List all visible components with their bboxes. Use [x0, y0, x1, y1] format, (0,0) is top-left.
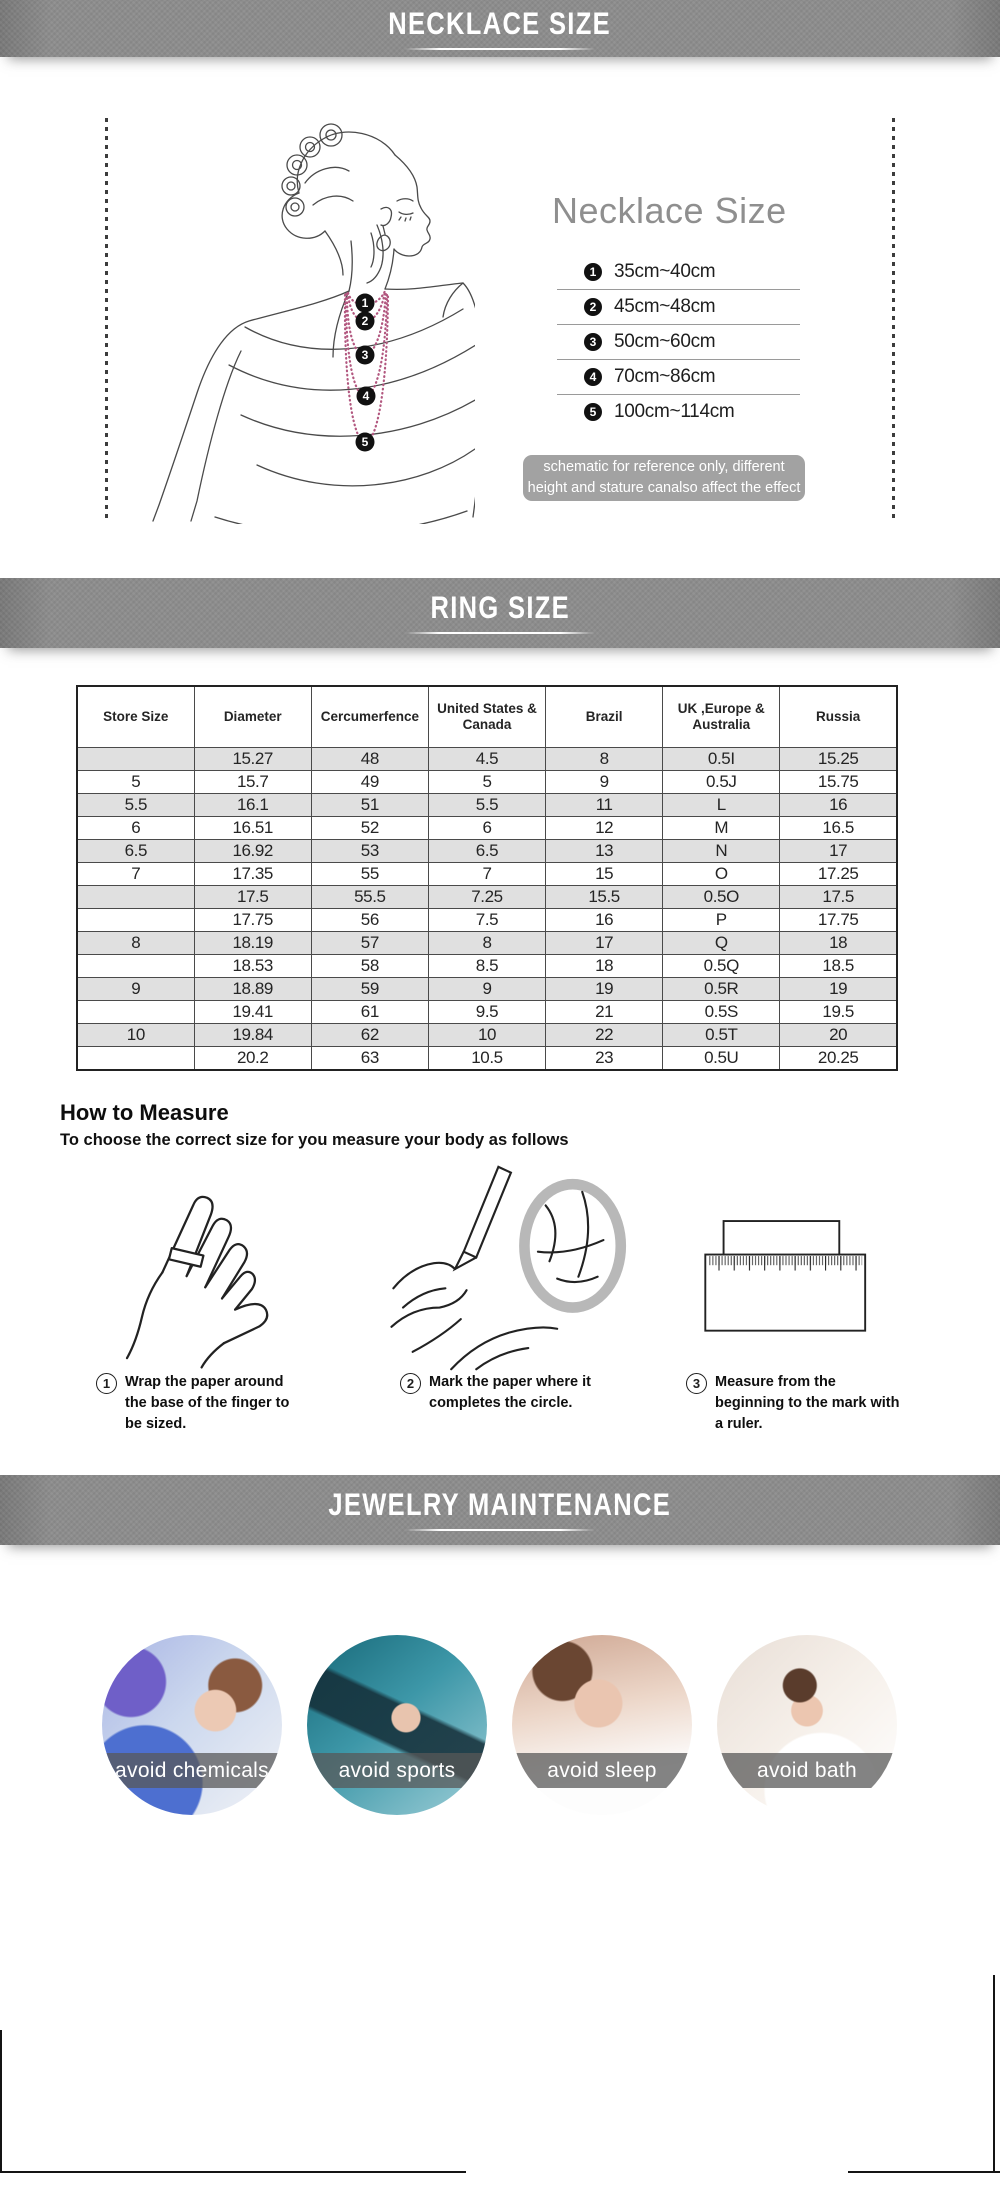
- table-cell: 10.5: [428, 1047, 545, 1071]
- table-cell: P: [663, 909, 780, 932]
- table-row: [77, 955, 897, 978]
- table-cell: 20.25: [780, 1047, 897, 1071]
- note-line-2: height and stature canalso affect the effect: [527, 480, 801, 496]
- bottom-frame-bottom-right-line: [848, 2171, 1000, 2173]
- table-cell: 17.5: [194, 886, 311, 909]
- table-cell: 18: [780, 932, 897, 955]
- avoid-bath-photo: [717, 1635, 897, 1815]
- ring-size-table: [76, 685, 898, 1071]
- avoid-sports-label: avoid sports: [307, 1753, 487, 1788]
- table-cell: 18.53: [194, 955, 311, 978]
- size-range: 35cm~40cm: [614, 261, 716, 282]
- table-cell: 16.5: [780, 817, 897, 840]
- table-cell: 19.84: [194, 1024, 311, 1047]
- jewelry-maintenance-banner: [0, 1475, 1000, 1545]
- table-row: [77, 771, 897, 794]
- table-row: [77, 932, 897, 955]
- banner-underline: [405, 1529, 595, 1531]
- table-row: [77, 1001, 897, 1024]
- table-cell: 15.75: [780, 771, 897, 794]
- table-cell: 55.5: [311, 886, 428, 909]
- svg-text:2: 2: [361, 314, 369, 328]
- table-cell: 0.5S: [663, 1001, 780, 1024]
- table-header-cell: UK ,Europe & Australia: [663, 686, 780, 748]
- ring-size-table-body: [77, 748, 897, 1071]
- table-cell: 53: [311, 840, 428, 863]
- table-cell: 13: [546, 840, 663, 863]
- table-cell: 17.75: [780, 909, 897, 932]
- table-cell: [77, 955, 194, 978]
- table-cell: 17.75: [194, 909, 311, 932]
- table-cell: 0.5R: [663, 978, 780, 1001]
- table-cell: 9: [546, 771, 663, 794]
- table-cell: 18.19: [194, 932, 311, 955]
- table-cell: 19: [780, 978, 897, 1001]
- table-cell: 17.5: [780, 886, 897, 909]
- necklace-length-illustration: [145, 112, 475, 524]
- banner-underline: [405, 48, 595, 50]
- table-cell: [77, 1001, 194, 1024]
- maintenance-banner-title: JEWELRY MAINTENANCE: [328, 1487, 672, 1523]
- table-row: [77, 1047, 897, 1071]
- step-2-caption: [400, 1372, 595, 1414]
- necklace-banner-title: NECKLACE SIZE: [388, 5, 612, 42]
- avoid-chemicals-label: avoid chemicals: [102, 1753, 282, 1788]
- how-to-measure-subtitle: To choose the correct size for you measure your body as follows: [60, 1131, 569, 1149]
- table-cell: 7.5: [428, 909, 545, 932]
- table-cell: O: [663, 863, 780, 886]
- table-cell: 8: [546, 748, 663, 771]
- size-range: 70cm~86cm: [614, 366, 716, 387]
- ruler-icon: [672, 1218, 900, 1336]
- step-1-caption: [96, 1372, 306, 1435]
- table-cell: 5.5: [428, 794, 545, 817]
- table-cell: 52: [311, 817, 428, 840]
- table-cell: 17.35: [194, 863, 311, 886]
- size-range: 50cm~60cm: [614, 331, 716, 352]
- avoid-sleep-label: avoid sleep: [512, 1753, 692, 1788]
- table-cell: 16: [546, 909, 663, 932]
- table-row: [77, 748, 897, 771]
- table-cell: 18: [546, 955, 663, 978]
- avoid-bath-label: avoid bath: [717, 1753, 897, 1788]
- table-cell: 5: [428, 771, 545, 794]
- table-header-cell: Cercumerfence: [311, 686, 428, 748]
- table-cell: M: [663, 817, 780, 840]
- table-cell: 22: [546, 1024, 663, 1047]
- ring-size-table-head: [77, 686, 897, 748]
- table-cell: 20: [780, 1024, 897, 1047]
- table-cell: 48: [311, 748, 428, 771]
- table-cell: 59: [311, 978, 428, 1001]
- table-cell: 15.7: [194, 771, 311, 794]
- pen-marking-paper-icon: [378, 1163, 640, 1375]
- table-cell: 19.41: [194, 1001, 311, 1024]
- necklace-strand-markers: [356, 294, 376, 452]
- table-cell: 8.5: [428, 955, 545, 978]
- table-cell: 15: [546, 863, 663, 886]
- necklace-size-title: Necklace Size: [552, 190, 787, 231]
- table-cell: 15.27: [194, 748, 311, 771]
- step-1-text: Wrap the paper around the base of the finger to be sized.: [125, 1374, 290, 1432]
- table-cell: 15.25: [780, 748, 897, 771]
- table-cell: 7: [428, 863, 545, 886]
- table-cell: 10: [77, 1024, 194, 1047]
- table-cell: 55: [311, 863, 428, 886]
- table-cell: [77, 909, 194, 932]
- table-cell: 20.2: [194, 1047, 311, 1071]
- table-cell: 19: [546, 978, 663, 1001]
- table-cell: 5.5: [77, 794, 194, 817]
- table-row: [77, 794, 897, 817]
- table-cell: 9.5: [428, 1001, 545, 1024]
- step-3-caption: [686, 1372, 908, 1435]
- hand-with-paper-icon: [100, 1168, 305, 1373]
- table-header-cell: Store Size: [77, 686, 194, 748]
- table-cell: 9: [77, 978, 194, 1001]
- table-cell: 21: [546, 1001, 663, 1024]
- table-cell: 57: [311, 932, 428, 955]
- necklace-size-list: [557, 255, 800, 429]
- table-cell: 6: [428, 817, 545, 840]
- table-cell: 61: [311, 1001, 428, 1024]
- table-cell: 15.5: [546, 886, 663, 909]
- banner-underline: [405, 632, 595, 634]
- table-cell: 12: [546, 817, 663, 840]
- table-cell: 0.5O: [663, 886, 780, 909]
- necklace-size-item: [557, 360, 800, 395]
- table-row: [77, 840, 897, 863]
- size-range: 100cm~114cm: [614, 401, 735, 422]
- table-cell: 7: [77, 863, 194, 886]
- avoid-sleep-photo: [512, 1635, 692, 1815]
- svg-text:3: 3: [361, 348, 369, 362]
- table-row: [77, 978, 897, 1001]
- svg-text:4: 4: [362, 389, 370, 403]
- table-cell: 62: [311, 1024, 428, 1047]
- table-cell: 5: [77, 771, 194, 794]
- note-line-1: schematic for reference only, different: [543, 459, 785, 475]
- bottom-frame-left-line: [0, 2030, 2, 2173]
- table-cell: 16.1: [194, 794, 311, 817]
- how-to-measure-title: How to Measure: [60, 1100, 229, 1125]
- step-3-text: Measure from the beginning to the mark with a ruler.: [715, 1374, 900, 1432]
- necklace-size-item: [557, 290, 800, 325]
- table-cell: 18.89: [194, 978, 311, 1001]
- table-cell: 10: [428, 1024, 545, 1047]
- table-cell: [77, 1047, 194, 1071]
- necklace-size-banner: [0, 0, 1000, 57]
- dashed-border-left: [105, 118, 108, 523]
- table-header-cell: Russia: [780, 686, 897, 748]
- necklace-size-item: [557, 395, 800, 429]
- size-bullet-number: 5: [584, 403, 602, 421]
- table-row: [77, 817, 897, 840]
- size-bullet-number: 1: [584, 263, 602, 281]
- table-cell: 6.5: [428, 840, 545, 863]
- avoid-chemicals-photo: [102, 1635, 282, 1815]
- step-3-number: 3: [686, 1373, 707, 1394]
- table-cell: 8: [77, 932, 194, 955]
- table-cell: 4.5: [428, 748, 545, 771]
- step-2-text: Mark the paper where it completes the circle.: [429, 1374, 591, 1411]
- necklace-note: [523, 455, 805, 501]
- table-cell: 6: [77, 817, 194, 840]
- table-cell: 0.5T: [663, 1024, 780, 1047]
- bottom-frame-bottom-left-line: [0, 2171, 466, 2173]
- avoid-sports-photo: [307, 1635, 487, 1815]
- magnifier-ring: [524, 1184, 620, 1307]
- table-cell: L: [663, 794, 780, 817]
- table-cell: [77, 748, 194, 771]
- table-row: [77, 909, 897, 932]
- svg-text:5: 5: [361, 435, 369, 449]
- table-cell: 7.25: [428, 886, 545, 909]
- table-cell: N: [663, 840, 780, 863]
- step-2-number: 2: [400, 1373, 421, 1394]
- table-cell: 8: [428, 932, 545, 955]
- ring-banner-title: RING SIZE: [430, 590, 570, 626]
- table-cell: 0.5J: [663, 771, 780, 794]
- table-cell: 0.5Q: [663, 955, 780, 978]
- table-cell: 16: [780, 794, 897, 817]
- bottom-frame-right-line: [993, 1975, 995, 2173]
- ring-size-banner: [0, 578, 1000, 648]
- table-row: [77, 886, 897, 909]
- table-cell: 17: [546, 932, 663, 955]
- table-cell: 19.5: [780, 1001, 897, 1024]
- table-cell: 63: [311, 1047, 428, 1071]
- table-cell: 51: [311, 794, 428, 817]
- size-bullet-number: 2: [584, 298, 602, 316]
- table-cell: 49: [311, 771, 428, 794]
- table-cell: 0.5U: [663, 1047, 780, 1071]
- size-bullet-number: 3: [584, 333, 602, 351]
- table-row: [77, 863, 897, 886]
- table-cell: 9: [428, 978, 545, 1001]
- size-bullet-number: 4: [584, 368, 602, 386]
- table-cell: 11: [546, 794, 663, 817]
- table-cell: 0.5I: [663, 748, 780, 771]
- size-range: 45cm~48cm: [614, 296, 716, 317]
- table-cell: 18.5: [780, 955, 897, 978]
- table-cell: 16.92: [194, 840, 311, 863]
- table-row: [77, 1024, 897, 1047]
- table-cell: Q: [663, 932, 780, 955]
- table-cell: [77, 886, 194, 909]
- table-header-cell: United States & Canada: [428, 686, 545, 748]
- dashed-border-right: [892, 118, 895, 523]
- necklace-size-item: [557, 325, 800, 360]
- necklace-size-item: [557, 255, 800, 290]
- table-cell: 16.51: [194, 817, 311, 840]
- table-cell: 56: [311, 909, 428, 932]
- step-1-number: 1: [96, 1373, 117, 1394]
- table-header-cell: Brazil: [546, 686, 663, 748]
- svg-text:1: 1: [361, 296, 369, 310]
- table-cell: 23: [546, 1047, 663, 1071]
- table-cell: 6.5: [77, 840, 194, 863]
- table-cell: 58: [311, 955, 428, 978]
- table-cell: 17.25: [780, 863, 897, 886]
- table-cell: 17: [780, 840, 897, 863]
- table-header-cell: Diameter: [194, 686, 311, 748]
